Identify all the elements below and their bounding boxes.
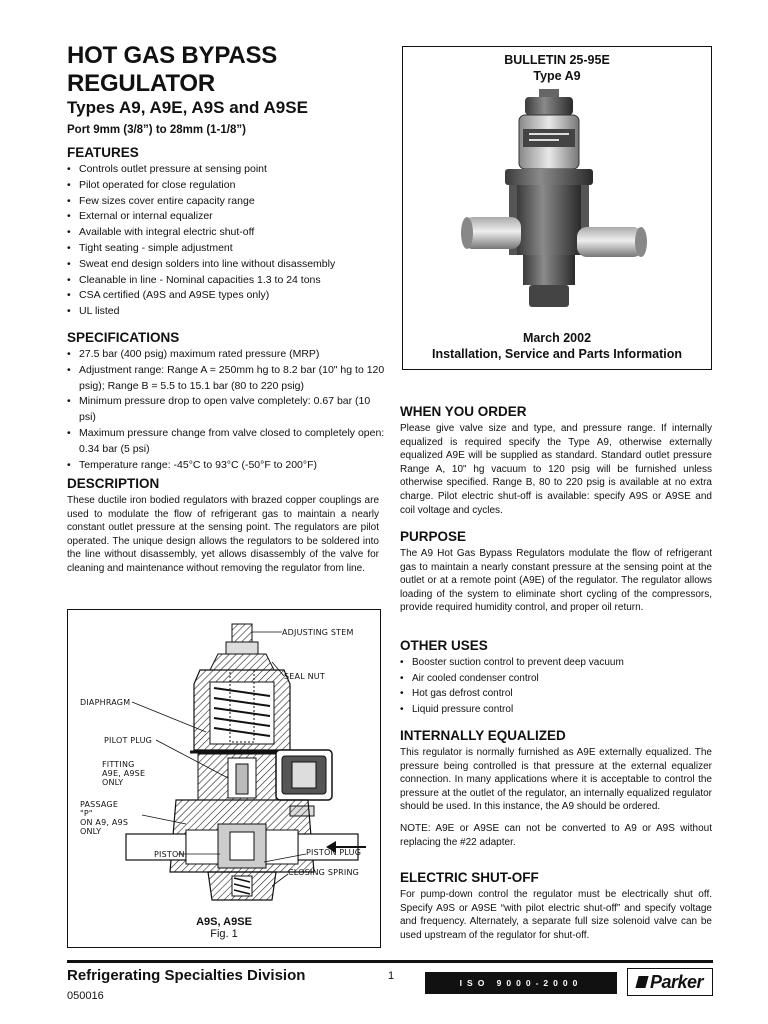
list-item: • Tight seating - simple adjustment <box>67 241 387 257</box>
title-line-1: HOT GAS BYPASS <box>67 42 278 69</box>
list-item: • Temperature range: -45°C to 93°C (-50°F to 200°F) <box>67 458 385 474</box>
label-diaphragm: DIAPHRAGM <box>80 698 131 707</box>
other-uses-section <box>400 638 712 717</box>
list-item: • Liquid pressure control <box>400 702 712 718</box>
features-heading: FEATURES <box>67 145 139 160</box>
purpose-section <box>400 529 712 615</box>
specifications-list <box>67 347 385 473</box>
figure-caption-number: Fig. 1 <box>210 928 238 940</box>
list-item: • Minimum pressure drop to open valve completely: 0.67 bar (10 psi) <box>67 394 385 426</box>
electric-shutoff-text: For pump-down control the regulator must be electrically shut off. Specify A9S or A9SE “with pilot electric shut-off” and specify voltage and frequency. Alternately, a separate full size solenoid valve can be used upstream of the regulator for shut-off. <box>400 889 712 941</box>
parker-logo <box>627 968 713 996</box>
types-subtitle: Types A9, A9E, A9S and A9SE <box>67 98 308 117</box>
list-item: • CSA certified (A9S and A9SE types only) <box>67 288 387 304</box>
page-header <box>67 42 387 98</box>
figure-caption-title: A9S, A9SE <box>196 916 252 928</box>
list-item: • Hot gas defrost control <box>400 686 712 702</box>
description-section <box>67 476 379 576</box>
specifications-heading: SPECIFICATIONS <box>67 330 180 345</box>
bulletin-date: March 2002 <box>522 331 592 345</box>
description-text: These ductile iron bodied regulators with brazed copper couplings are used to modulate the flow of refrigerant gas to maintain a nearly constant outlet pressure at the sensing point. The regulators are pilot operated. The unique design allows the regulators to be soldered into the line without disassembly, yet allows disassembly of the valve for cleaning and maintenance without removing the regulator from line. <box>67 495 379 574</box>
label-adjusting-stem: ADJUSTING STEM <box>282 628 354 637</box>
list-item: • Cleanable in line - Nominal capacities 1.3 to 24 tons <box>67 273 387 289</box>
parker-mark-icon <box>635 976 648 988</box>
other-uses-heading: OTHER USES <box>400 638 488 653</box>
list-item: • Sweat end design solders into line without disassembly <box>67 257 387 273</box>
when-you-order-text: Please give valve size and type, and pressure range. If internally equalized is required specify the Type A9, otherwise externally equalized A9E will be supplied as standard. Standard outlet pressure Range A, 10" hg vacuum to 120 psig will be furnished unless otherwise specified. Range B, 80 to 220 psig is available at no extra charge. Pilot electric shut-off is available: specify A9S or A9SE and coil voltage and cycles. <box>400 423 712 516</box>
list-item: • Available with integral electric shut-off <box>67 225 387 241</box>
electric-shutoff-section <box>400 870 712 942</box>
page-number: 1 <box>388 970 395 982</box>
internally-equalized-heading: INTERNALLY EQUALIZED <box>400 728 566 743</box>
regulator-photo <box>459 89 659 319</box>
bulletin-type: Type A9 <box>533 69 581 83</box>
bulletin-subtitle: Installation, Service and Parts Information <box>431 347 683 361</box>
purpose-heading: PURPOSE <box>400 529 467 544</box>
title-line-2: REGULATOR <box>67 70 215 97</box>
list-item: • UL listed <box>67 304 387 320</box>
document-code: 050016 <box>67 990 104 1002</box>
list-item: • Pilot operated for close regulation <box>67 178 387 194</box>
other-uses-list <box>400 655 712 717</box>
label-seal-nut: SEAL NUT <box>284 672 325 681</box>
when-you-order-heading: WHEN YOU ORDER <box>400 404 527 419</box>
electric-shutoff-heading: ELECTRIC SHUT-OFF <box>400 870 539 885</box>
list-item: • External or internal equalizer <box>67 209 387 225</box>
bulletin-number: BULLETIN 25-95E <box>504 53 610 67</box>
label-fitting: FITTING A9E, A9SE ONLY <box>102 760 146 787</box>
internally-equalized-text: This regulator is normally furnished as A9E externally equalized. The pressure being controlled is that pressure at the external equalizer connection. In many applications where it is acceptable to control the pressure at the outlet of the regulator, an internally equalized regulator should be used. In this instance, the A9 should be ordered. <box>400 747 712 813</box>
footer-rule <box>67 960 713 963</box>
internally-equalized-note: NOTE: A9E or A9SE can not be converted to A9 or A9S without replacing the #22 adapter. <box>400 822 712 848</box>
list-item: • Maximum pressure change from valve closed to completely open: 0.34 bar (5 psi) <box>67 426 385 458</box>
label-closing-spring: CLOSING SPRING <box>288 868 360 877</box>
label-passage: PASSAGE "P" ON A9, A9S ONLY <box>80 800 129 836</box>
label-piston-plug: PISTON PLUG <box>306 848 362 857</box>
label-piston: PISTON <box>154 850 185 859</box>
features-list <box>67 162 387 320</box>
list-item: • Controls outlet pressure at sensing point <box>67 162 387 178</box>
when-you-order-section <box>400 404 712 517</box>
bulletin-box <box>402 46 712 370</box>
port-range: Port 9mm (3/8”) to 28mm (1-1/8”) <box>67 124 246 136</box>
figure-caption <box>68 916 380 940</box>
features-section <box>67 145 387 320</box>
list-item: • Booster suction control to prevent deep vacuum <box>400 655 712 671</box>
list-item: • Adjustment range: Range A = 250mm hg to 8.2 bar (10" hg to 120 psig); Range B = 5.5 to 15.1 bar (80 to 220 psig) <box>67 363 385 395</box>
list-item: • Air cooled condenser control <box>400 671 712 687</box>
internally-equalized-section <box>400 728 712 849</box>
label-pilot-plug: PILOT PLUG <box>104 736 153 745</box>
parker-logo-text: Parker <box>649 971 704 992</box>
specifications-section <box>67 330 385 473</box>
figure-box <box>67 609 381 948</box>
list-item: • 27.5 bar (400 psig) maximum rated pressure (MRP) <box>67 347 385 363</box>
description-heading: DESCRIPTION <box>67 476 160 491</box>
iso-certification-badge: ISO 9000-2000 CERTIFIED <box>425 972 617 994</box>
list-item: • Few sizes cover entire capacity range <box>67 194 387 210</box>
purpose-text: The A9 Hot Gas Bypass Regulators modulate the flow of refrigerant gas to maintain a nearly constant pressure at the sensing point at the outlet or at a remote point (A9E) of the regulator. The regulator allows loading of the system to eliminate short cycling of the compressors, provide required humidity control, and proper oil return. <box>400 548 712 614</box>
footer-division: Refrigerating Specialties Division <box>67 967 306 984</box>
